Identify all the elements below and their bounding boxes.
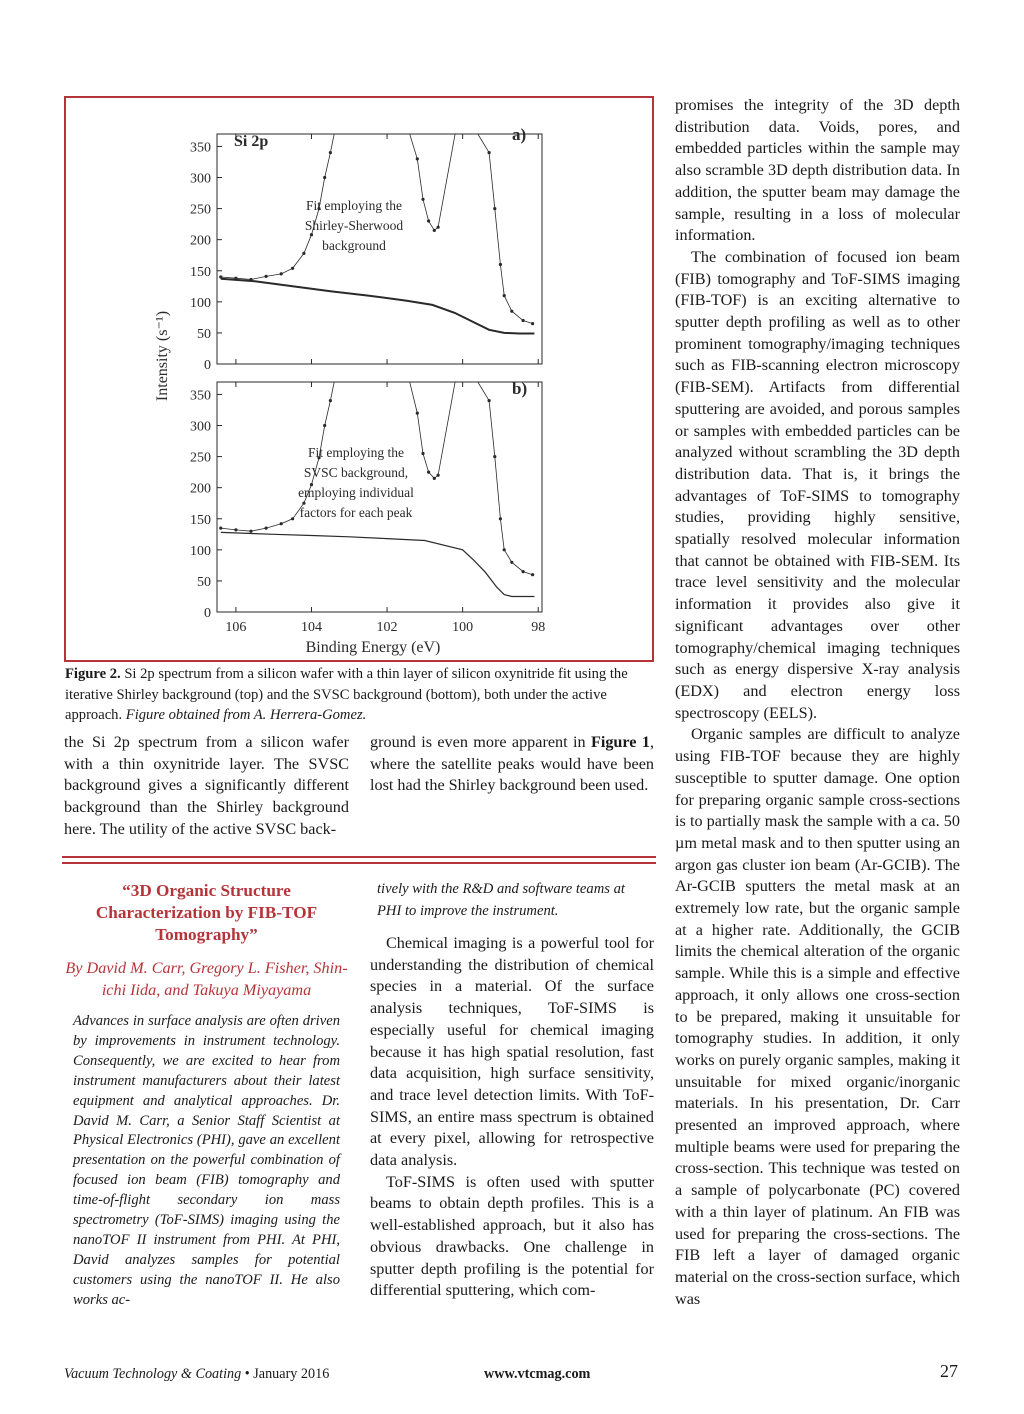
right-column-text bbox=[675, 95, 960, 1310]
y-tick-label: 50 bbox=[197, 574, 211, 590]
y-tick-label: 300 bbox=[190, 171, 211, 187]
data-point bbox=[499, 517, 502, 520]
panel-a-label: a) bbox=[512, 125, 527, 144]
article-title: “3D Organic Structure Characterization by FIB-TOF Tomography” bbox=[95, 881, 318, 944]
article-paragraph-1: Chemical imaging is a powerful tool for understanding the distribution of chemical species in a material. Of the surface analysis techniques, ToF-SIMS is especially useful for chemical imaging because it has high spatial resolution, fast data acquisition, high surface sensitivity, and trace level detection limits. With ToF-SIMS, an entire mass spectrum is obtained at every pixel, allowing for retrospective data analysis. bbox=[370, 934, 654, 1170]
caption-text: Si 2p spectrum from a silicon wafer with a thin layer of silicon oxynitride fit using the iterative Shirley background (top) and the SVSC background (bottom), both under the active approach. bbox=[65, 666, 628, 723]
panel-a-title: Si 2p bbox=[234, 133, 269, 150]
data-point bbox=[488, 399, 491, 402]
data-point bbox=[249, 278, 252, 281]
middle-column-top bbox=[370, 732, 654, 797]
data-point bbox=[421, 452, 424, 455]
data-point bbox=[302, 252, 305, 255]
x-tick-label: 102 bbox=[376, 620, 398, 635]
data-point bbox=[488, 151, 491, 154]
article-intro-continued: tively with the R&D and software teams at PHI to improve the instrument. bbox=[377, 881, 625, 919]
data-point bbox=[323, 424, 326, 427]
y-tick-label: 200 bbox=[190, 233, 211, 249]
x-tick-label: 98 bbox=[531, 620, 546, 635]
data-point bbox=[291, 517, 294, 520]
right-paragraph-1: promises the integrity of the 3D depth distribution data. Voids, pores, and embedded particles within the sample may also scramble 3D depth distribution data. In addition, the sputter beam may damage the sample, resulting in a loss of molecular information. bbox=[675, 96, 960, 245]
left-column-paragraph: the Si 2p spectrum from a silicon wafer with a thin oxynitride layer. The SVSC background gives a significantly different background than the Shirley background here. The utility of the active SVSC back- bbox=[64, 733, 349, 838]
data-point bbox=[503, 294, 506, 297]
data-point bbox=[437, 474, 440, 477]
article-body-middle bbox=[370, 933, 654, 1302]
right-paragraph-3: Organic samples are difficult to analyze using FIB-TOF because they are highly susceptible to sputter damage. One option for preparing organic sample cross-sections is to partially mask the sample with a ca. 50 µm metal mask and to then sputter using an argon gas cluster ion beam (Ar-GCIB). The Ar-GCIB sputters the metal mask at an extremely low rate, but the organic sample at a higher rate. Additionally, the GCIB limits the chemical alteration of the organic sample. While this is a simple and effective approach, it only allows one cross-section to be prepared, making it unsuitable for tomography studies. In addition, it only works on purely organic samples, making it unsuitable for mixed organic/inorganic materials. In his presentation, Dr. Carr presented an improved approach, where multiple beams were used for preparing the cross-section. This technique was tested on a sample of polycarbonate (PC) covered with a thin layer of platinum. An FIB was used for preparing the cross-sections. The FIB left a layer of damaged organic material on the cross-section surface, which was bbox=[675, 725, 960, 1308]
x-tick-label: 100 bbox=[452, 620, 474, 635]
panel-b-label: b) bbox=[512, 379, 528, 398]
y-tick-label: 350 bbox=[190, 388, 211, 404]
y-tick-label: 350 bbox=[190, 140, 211, 156]
data-point bbox=[493, 455, 496, 458]
y-tick-label: 100 bbox=[190, 295, 211, 311]
y-tick-label: 150 bbox=[190, 512, 211, 528]
data-point bbox=[522, 570, 525, 573]
footer-journal bbox=[64, 1366, 329, 1383]
data-point bbox=[291, 267, 294, 270]
y-tick-label: 250 bbox=[190, 202, 211, 218]
data-point bbox=[234, 528, 237, 531]
section-divider-bottom bbox=[62, 862, 656, 864]
data-point bbox=[522, 319, 525, 322]
footer-url[interactable]: www.vtcmag.com bbox=[484, 1366, 591, 1382]
y-tick-label: 100 bbox=[190, 543, 211, 559]
y-tick-label: 300 bbox=[190, 419, 211, 435]
data-point bbox=[280, 272, 283, 275]
issue-date: January 2016 bbox=[253, 1366, 330, 1382]
data-point bbox=[280, 522, 283, 525]
panel-b-note-line: Fit employing the bbox=[308, 445, 404, 460]
article-authors: By David M. Carr, Gregory L. Fisher, Shin-ichi Iida, and Takuya Miyayama bbox=[65, 959, 348, 999]
data-point bbox=[219, 527, 222, 530]
y-tick-label: 0 bbox=[204, 358, 211, 373]
data-point bbox=[531, 322, 534, 325]
x-tick-label: 106 bbox=[225, 620, 247, 635]
data-point bbox=[433, 477, 436, 480]
data-point bbox=[427, 471, 430, 474]
y-tick-label: 200 bbox=[190, 481, 211, 497]
background-line bbox=[221, 279, 535, 334]
data-point bbox=[499, 263, 502, 266]
x-tick-label: 104 bbox=[300, 620, 322, 635]
data-point bbox=[510, 310, 513, 313]
y-axis-label: Intensity (s⁻¹) bbox=[154, 310, 171, 402]
data-point bbox=[427, 219, 430, 222]
y-tick-label: 0 bbox=[204, 606, 211, 621]
data-point bbox=[510, 561, 513, 564]
data-point bbox=[249, 530, 252, 533]
data-point bbox=[433, 229, 436, 232]
data-point bbox=[310, 233, 313, 236]
figure-reference: Figure 1 bbox=[590, 733, 650, 751]
panel-b-note-line: factors for each peak bbox=[299, 505, 413, 520]
panel-a-note-line: background bbox=[322, 238, 386, 253]
footer-separator: • bbox=[244, 1366, 250, 1382]
page-number: 27 bbox=[940, 1361, 958, 1381]
figure-caption bbox=[65, 664, 655, 726]
data-point bbox=[329, 151, 332, 154]
right-paragraph-2: The combination of focused ion beam (FIB) tomography and ToF-SIMS imaging (FIB-TOF) is an exciting alternative to sputter depth profiling as well as to other prominent tomography/imaging techniques such as FIB-scanning electron microscopy (FIB-SEM). Artifacts from differential sputtering are avoided, and porous samples or samples with embedded particles can be analyzed without scrambling the 3D depth distribution data. That is, it brings the advantages of ToF-SIMS to tomography studies, providing highly sensitive, spatially resolved molecular information that cannot be obtained with FIB-SEM. Its trace level sensitivity and the molecular information it provides also give it significant advantages over other tomography/chemical imaging techniques such as energy dispersive X-ray analysis (EDX) and electron energy loss spectroscopy (EELS). bbox=[675, 247, 960, 722]
panel-b-note-line: employing individual bbox=[298, 485, 414, 500]
article-paragraph-2: ToF-SIMS is often used with sputter beams to obtain depth profiles. This is a well-established approach, but it also has obvious drawbacks. One challenge in sputter depth profiling is the potential for differential sputtering, which com- bbox=[370, 1172, 654, 1300]
data-point bbox=[265, 527, 268, 530]
background-line bbox=[221, 532, 535, 596]
mid-text-post: , where the satellite peaks would have been lost had the Shirley background been used. bbox=[370, 733, 654, 795]
mid-text-pre: ground is even more apparent in bbox=[370, 733, 591, 751]
data-point bbox=[329, 399, 332, 402]
caption-label: Figure 2. bbox=[65, 666, 121, 682]
panel-b-note-line: SVSC background, bbox=[303, 465, 409, 480]
figure-frame bbox=[64, 96, 654, 662]
data-point bbox=[416, 157, 419, 160]
panel-a-note-line: Shirley-Sherwood bbox=[304, 218, 404, 233]
article-intro: Advances in surface analysis are often driven by improvements in instrument technology. Consequently, we are excited to hear from instrument manufacturers about their latest equipment and analytical approaches. Dr. David M. Carr, a Senior Staff Scientist at Physical Electronics (PHI), gave an excellent presentation on the powerful combination of focused ion beam (FIB) tomography and time-of-flight secondary ion mass spectrometry (ToF-SIMS) imaging using the nanoTOF II instrument from PHI. At PHI, David analyzes samples for potential customers using the nanoTOF II. He also works ac- bbox=[73, 1013, 340, 1308]
panel-a-note-line: Fit employing the bbox=[306, 198, 402, 213]
data-point bbox=[421, 198, 424, 201]
data-point bbox=[437, 226, 440, 229]
middle-column-paragraph bbox=[370, 732, 654, 797]
journal-name: Vacuum Technology & Coating bbox=[64, 1366, 242, 1382]
data-point bbox=[531, 573, 534, 576]
data-point bbox=[265, 275, 268, 278]
data-point bbox=[503, 548, 506, 551]
data-point bbox=[234, 277, 237, 280]
section-divider-top bbox=[62, 856, 656, 858]
left-column-text bbox=[64, 732, 349, 841]
data-point bbox=[323, 176, 326, 179]
caption-credit: Figure obtained from A. Herrera-Gomez. bbox=[125, 707, 367, 723]
si2p-chart bbox=[66, 98, 652, 660]
y-tick-label: 150 bbox=[190, 264, 211, 280]
data-point bbox=[493, 207, 496, 210]
y-tick-label: 50 bbox=[197, 326, 211, 342]
data-point bbox=[416, 412, 419, 415]
x-axis-label: Binding Energy (eV) bbox=[305, 639, 441, 656]
data-point bbox=[219, 275, 222, 278]
y-tick-label: 250 bbox=[190, 450, 211, 466]
